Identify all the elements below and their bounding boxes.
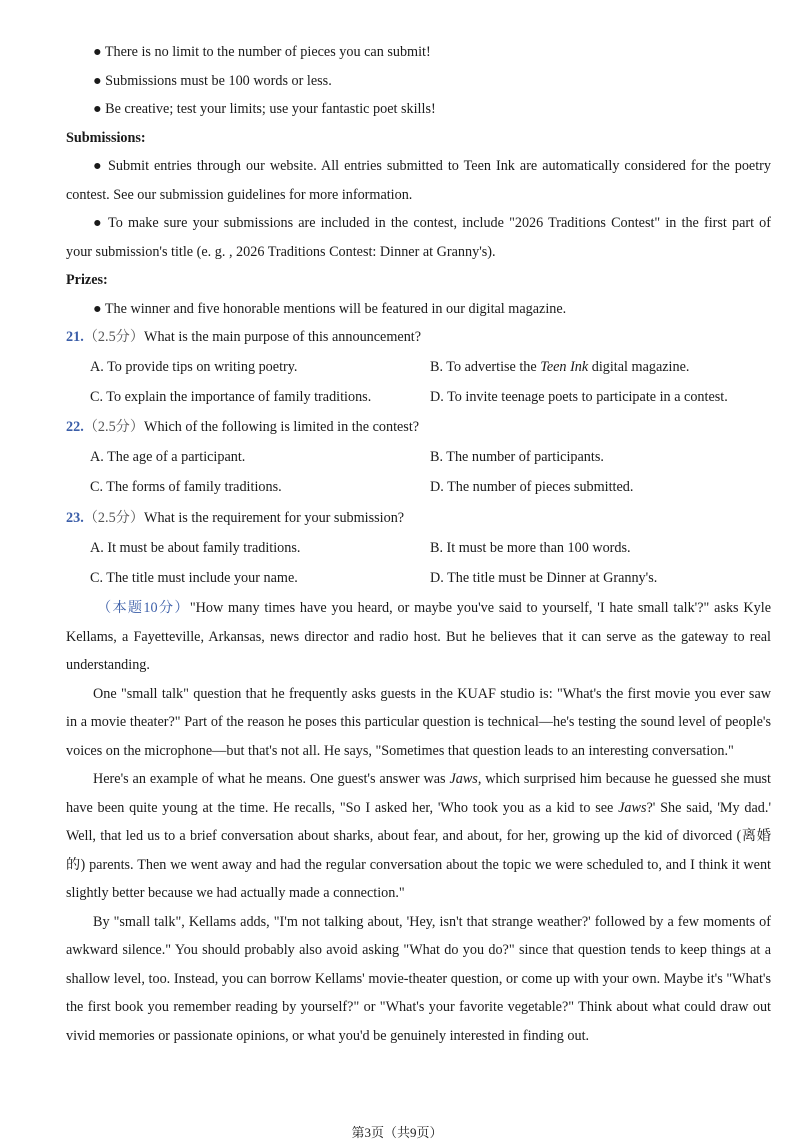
prize-item: ● The winner and five honorable mentions will be featured in our digital magazine. bbox=[93, 301, 567, 317]
option-b-title: Teen Ink bbox=[540, 359, 589, 375]
passage-line: voices on the microphone—but that's not all. He says, "Sometimes that question leads to an interesting conversation." bbox=[66, 743, 734, 759]
submission-item-continued: your submission's title (e. g. , 2026 Traditions Contest: Dinner at Granny's). bbox=[66, 244, 496, 260]
submissions-heading: Submissions: bbox=[66, 130, 146, 146]
submission-item-continued: contest. See our submission guidelines for more information. bbox=[66, 187, 413, 203]
movie-title: Jaws bbox=[618, 800, 647, 816]
option-b bbox=[430, 358, 689, 376]
rule-item: ● There is no limit to the number of pieces you can submit! bbox=[93, 44, 431, 60]
option-b-text: B. To advertise the bbox=[430, 359, 541, 375]
question-text: Which of the following is limited in the contest? bbox=[144, 419, 420, 435]
submission-item: ● Submit entries through our website. All entries submitted to Teen Ink are automatically considered for the poetry bbox=[93, 158, 771, 174]
question-23-stem bbox=[66, 509, 404, 527]
question-22-stem bbox=[66, 418, 419, 436]
passage-text: "How many times have you heard, or maybe you've said to yourself, 'I hate small talk'?" asks Kyle bbox=[189, 600, 771, 616]
option-a: A. The age of a participant. bbox=[90, 449, 246, 465]
option-b: B. The number of participants. bbox=[430, 449, 604, 465]
option-c: C. To explain the importance of family traditions. bbox=[90, 389, 372, 405]
passage-line: in a movie theater?" Part of the reason he poses this particular question is technical—he's testing the sound level of people's bbox=[66, 714, 771, 730]
question-number: 21. bbox=[66, 329, 84, 345]
question-text: What is the requirement for your submission? bbox=[144, 510, 405, 526]
option-d: D. To invite teenage poets to participate in a contest. bbox=[430, 389, 728, 405]
passage-line: 的) parents. Then we went away and had the regular conversation about the topic we were scheduled to, and I think it went bbox=[66, 857, 771, 873]
prizes-heading: Prizes: bbox=[66, 272, 108, 288]
question-21-stem bbox=[66, 328, 421, 346]
passage-line: vivid memories or passionate opinions, or what you'd be genuinely interested in finding out. bbox=[66, 1028, 590, 1044]
question-score: （2.5分） bbox=[83, 510, 145, 526]
option-d: D. The number of pieces submitted. bbox=[430, 479, 634, 495]
option-c: C. The title must include your name. bbox=[90, 570, 298, 586]
passage-line: One "small talk" question that he frequently asks guests in the KUAF studio is: "What's the first movie you ever saw bbox=[93, 686, 771, 702]
passage-line bbox=[97, 599, 771, 617]
question-text: What is the main purpose of this announcement? bbox=[144, 329, 422, 345]
rule-item: ● Be creative; test your limits; use your fantastic poet skills! bbox=[93, 101, 436, 117]
passage-line: By "small talk", Kellams adds, "I'm not talking about, 'Hey, isn't that strange weather?' followed by a few moments of bbox=[93, 914, 771, 930]
passage-text: have been quite young at the time. He recalls, "So I asked her, 'Who took you as a kid to see bbox=[66, 800, 619, 816]
passage-line: Well, that led us to a brief conversation about sharks, about fear, and about, for her, growing up the kid of divorced (离婚 bbox=[66, 828, 771, 844]
passage-line: slightly better because we had actually made a connection." bbox=[66, 885, 405, 901]
option-a: A. It must be about family traditions. bbox=[90, 540, 301, 556]
option-d: D. The title must be Dinner at Granny's. bbox=[430, 570, 658, 586]
passage-line bbox=[66, 799, 771, 817]
option-b: B. It must be more than 100 words. bbox=[430, 540, 631, 556]
question-score: （2.5分） bbox=[83, 329, 145, 345]
passage-line: understanding. bbox=[66, 657, 150, 673]
option-c: C. The forms of family traditions. bbox=[90, 479, 282, 495]
submission-item: ● To make sure your submissions are included in the contest, include "2026 Traditions Contest" in the first part of bbox=[93, 215, 771, 231]
page-number-footer: 第3页（共9页） bbox=[351, 1125, 443, 1140]
question-number: 22. bbox=[66, 419, 84, 435]
passage-text: ?' She said, 'My dad.' bbox=[646, 800, 772, 816]
passage-text: , which surprised him because he guessed she must bbox=[477, 771, 771, 787]
passage-line: Kellams, a Fayetteville, Arkansas, news director and radio host. But he believes that it can serve as the gateway to real bbox=[66, 629, 771, 645]
passage-line: awkward silence." You should probably also avoid asking "What do you do?" since that question tends to keep things at a bbox=[66, 942, 771, 958]
option-a: A. To provide tips on writing poetry. bbox=[90, 359, 298, 375]
option-b-text: digital magazine. bbox=[588, 359, 690, 375]
passage-score-tag: （本题10分） bbox=[97, 600, 190, 616]
question-number: 23. bbox=[66, 510, 84, 526]
movie-title: Jaws bbox=[449, 771, 478, 787]
passage-line bbox=[93, 770, 771, 788]
question-score: （2.5分） bbox=[83, 419, 145, 435]
passage-line: shallow level, too. Instead, you can borrow Kellams' movie-theater question, or come up with your own. Maybe it's "What's bbox=[66, 971, 771, 987]
passage-line: the first book you remember reading by yourself?" or "What's your favorite vegetable?" Think about what could draw out bbox=[66, 999, 771, 1015]
passage-text: Here's an example of what he means. One guest's answer was bbox=[93, 771, 450, 787]
rule-item: ● Submissions must be 100 words or less. bbox=[93, 73, 332, 89]
